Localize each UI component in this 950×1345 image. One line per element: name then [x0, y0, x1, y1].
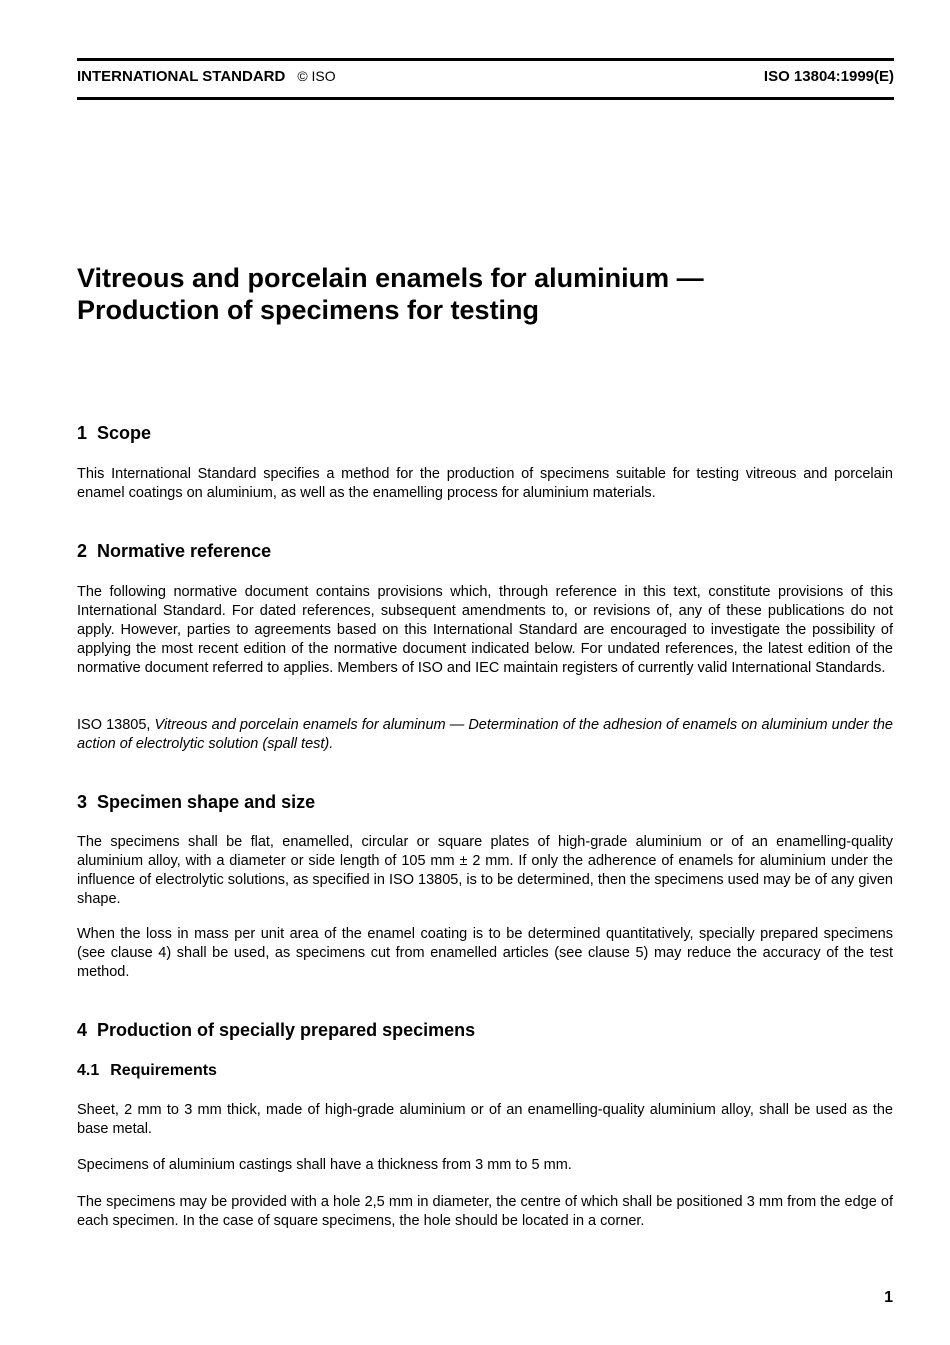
section-4-title: Production of specially prepared specimens [97, 1020, 476, 1040]
section-2-reference [77, 716, 893, 754]
page-number: 1 [884, 1289, 893, 1306]
section-4-number: 4 [77, 1020, 88, 1040]
header-left [77, 68, 336, 85]
document-title [77, 262, 894, 326]
section-1-paragraph-1: This International Standard specifies a method for the production of specimens suitable for testing vitreous and porcelain enamel coatings on aluminium, as well as the enamelling process for aluminium materials. [77, 466, 893, 501]
section-3-paragraph-2: When the loss in mass per unit area of the enamel coating is to be determined quantitatively, specially prepared specimens (see clause 4) shall be used, as specimens cut from enamelled articles (see clause 5) may reduce the accuracy of the test method. [77, 926, 893, 980]
title-line-1: Vitreous and porcelain enamels for aluminium — [77, 263, 704, 293]
page-header [77, 68, 894, 90]
section-1-heading [77, 423, 151, 444]
section-2-paragraph-1: The following normative document contains provisions which, through reference in this text, constitute provisions of this International Standard. For dated references, subsequent amendments to, or revisions of, any of these publications do not apply. However, parties to agreements based on this International Standard are encouraged to investigate the possibility of applying the most recent edition of the normative document indicated below. For undated references, the latest edition of the normative document referred to applies. Members of ISO and IEC maintain registers of currently valid International Standards. [77, 584, 893, 676]
section-1-title: Scope [97, 423, 152, 443]
section-2-number: 2 [77, 541, 88, 561]
section-3-heading [77, 792, 315, 813]
subsection-4-1-paragraph-1: Sheet, 2 mm to 3 mm thick, made of high-grade aluminium or of an enamelling-quality aluminium alloy, shall be used as the base metal. [77, 1102, 893, 1137]
header-bottom-rule [77, 97, 894, 100]
section-3-title: Specimen shape and size [97, 792, 316, 812]
section-2-title: Normative reference [97, 541, 272, 561]
section-4-heading [77, 1020, 475, 1041]
header-copyright: © ISO [297, 68, 336, 84]
reference-id: ISO 13805, [77, 717, 151, 733]
section-1-number: 1 [77, 423, 88, 443]
section-3-paragraph-1: The specimens shall be flat, enamelled, circular or square plates of high-grade aluminium or of an enamelling-quality aluminium alloy, with a diameter or side length of 105 mm ± 2 mm. If only the adherence of enamels for aluminium under the influence of electrolytic solutions, as specified in ISO 13805, is to be determined, then the specimens used may be of any given shape. [77, 834, 893, 907]
header-standard-label: INTERNATIONAL STANDARD [77, 68, 286, 85]
section-2-heading [77, 541, 271, 562]
header-doc-id: ISO 13804:1999(E) [763, 68, 894, 85]
reference-title: Vitreous and porcelain enamels for aluminum — Determination of the adhesion of enamels on aluminium under the action of electrolytic solution (spall test). [77, 717, 893, 752]
subsection-4-1-paragraph-3: The specimens may be provided with a hole 2,5 mm in diameter, the centre of which shall be positioned 3 mm from the edge of each specimen. In the case of square specimens, the hole should be located in a corner. [77, 1194, 893, 1229]
section-3-number: 3 [77, 792, 88, 812]
subsection-4-1-heading [77, 1062, 217, 1080]
title-line-2: Production of specimens for testing [77, 295, 540, 325]
subsection-4-1-title: Requirements [110, 1062, 217, 1079]
header-top-rule [77, 58, 894, 61]
subsection-4-1-paragraph-2: Specimens of aluminium castings shall have a thickness from 3 mm to 5 mm. [77, 1157, 572, 1173]
subsection-4-1-number: 4.1 [77, 1062, 100, 1079]
